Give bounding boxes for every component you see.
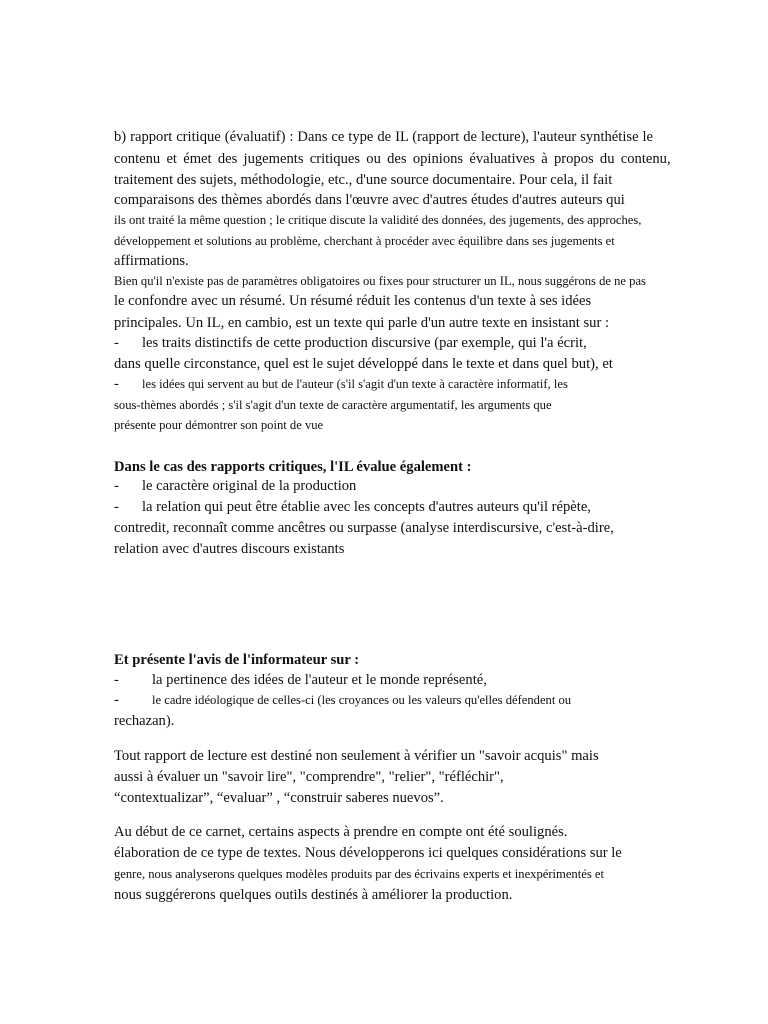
paragraph-line: comparaisons des thèmes abordés dans l'œuvre avec d'autres études d'autres auteurs qui	[114, 192, 625, 208]
bullet-dash: -	[114, 335, 119, 351]
paragraph-line: aussi à évaluer un "savoir lire", "comprendre", "relier", "réfléchir",	[114, 769, 504, 785]
list-item-continuation: contredit, reconnaît comme ancêtres ou surpasse (analyse interdiscursive, c'est-à-dire,	[114, 520, 614, 536]
paragraph-line: traitement des sujets, méthodologie, etc., d'une source documentaire. Pour cela, il fait	[114, 172, 613, 188]
bullet-dash: -	[114, 376, 119, 392]
paragraph-line: développement et solutions au problème, cherchant à procéder avec équilibre dans ses jugements et	[114, 234, 615, 248]
list-item-text: les idées qui servent au but de l'auteur (s'il s'agit d'un texte à caractère informatif, les	[142, 377, 568, 391]
paragraph-line: principales. Un IL, en cambio, est un texte qui parle d'un autre texte en insistant sur :	[114, 315, 610, 331]
section-heading: Dans le cas des rapports critiques, l'IL évalue également :	[114, 459, 472, 475]
list-item-text: le caractère original de la production	[142, 478, 357, 494]
list-item-continuation: relation avec d'autres discours existants	[114, 541, 345, 557]
section-heading: Et présente l'avis de l'informateur sur :	[114, 652, 360, 668]
paragraph-line: contenu et émet des jugements critiques ou des opinions évaluatives à propos du contenu,	[114, 151, 671, 167]
bullet-dash: -	[114, 499, 119, 515]
list-item	[114, 477, 356, 495]
paragraph-line: le confondre avec un résumé. Un résumé réduit les contenus d'un texte à ses idées	[114, 293, 592, 309]
bullet-dash: -	[114, 672, 119, 688]
list-item-text: le cadre idéologique de celles-ci (les croyances ou les valeurs qu'elles défendent ou	[152, 693, 572, 707]
bullet-dash: -	[114, 692, 119, 708]
paragraph-line: ils ont traité la même question ; le critique discute la validité des données, des jugements, des approches,	[114, 213, 642, 227]
list-item	[114, 691, 571, 709]
list-item-text: la pertinence des idées de l'auteur et le monde représenté,	[152, 672, 487, 688]
list-item	[114, 334, 587, 352]
paragraph-line: affirmations.	[114, 253, 189, 269]
list-item-continuation: rechazan).	[114, 713, 175, 729]
paragraph-line: genre, nous analyserons quelques modèles produits par des écrivains experts et inexpérimentés et	[114, 867, 604, 881]
paragraph-line: b) rapport critique (évaluatif) : Dans ce type de IL (rapport de lecture), l'auteur synthétise le	[114, 129, 654, 145]
list-item	[114, 671, 487, 689]
list-item-continuation: dans quelle circonstance, quel est le sujet développé dans le texte et dans quel but), et	[114, 356, 613, 372]
list-item	[114, 375, 568, 393]
list-item	[114, 498, 591, 516]
paragraph-line: Tout rapport de lecture est destiné non seulement à vérifier un "savoir acquis" mais	[114, 748, 599, 764]
list-item-text: la relation qui peut être établie avec les concepts d'autres auteurs qu'il répète,	[142, 499, 591, 515]
paragraph-line: élaboration de ce type de textes. Nous développerons ici quelques considérations sur le	[114, 845, 622, 861]
paragraph-line: Au début de ce carnet, certains aspects à prendre en compte ont été soulignés.	[114, 824, 568, 840]
paragraph-line: “contextualizar”, “evaluar” , “construir saberes nuevos”.	[114, 790, 444, 806]
paragraph-line: Bien qu'il n'existe pas de paramètres obligatoires ou fixes pour structurer un IL, nous suggérons de ne pas	[114, 274, 646, 288]
list-item-continuation: présente pour démontrer son point de vue	[114, 418, 324, 432]
paragraph-line: nous suggérerons quelques outils destinés à améliorer la production.	[114, 887, 513, 903]
list-item-continuation: sous-thèmes abordés ; s'il s'agit d'un texte de caractère argumentatif, les arguments que	[114, 398, 552, 412]
list-item-text: les traits distinctifs de cette production discursive (par exemple, qui l'a écrit,	[142, 335, 587, 351]
bullet-dash: -	[114, 478, 119, 494]
